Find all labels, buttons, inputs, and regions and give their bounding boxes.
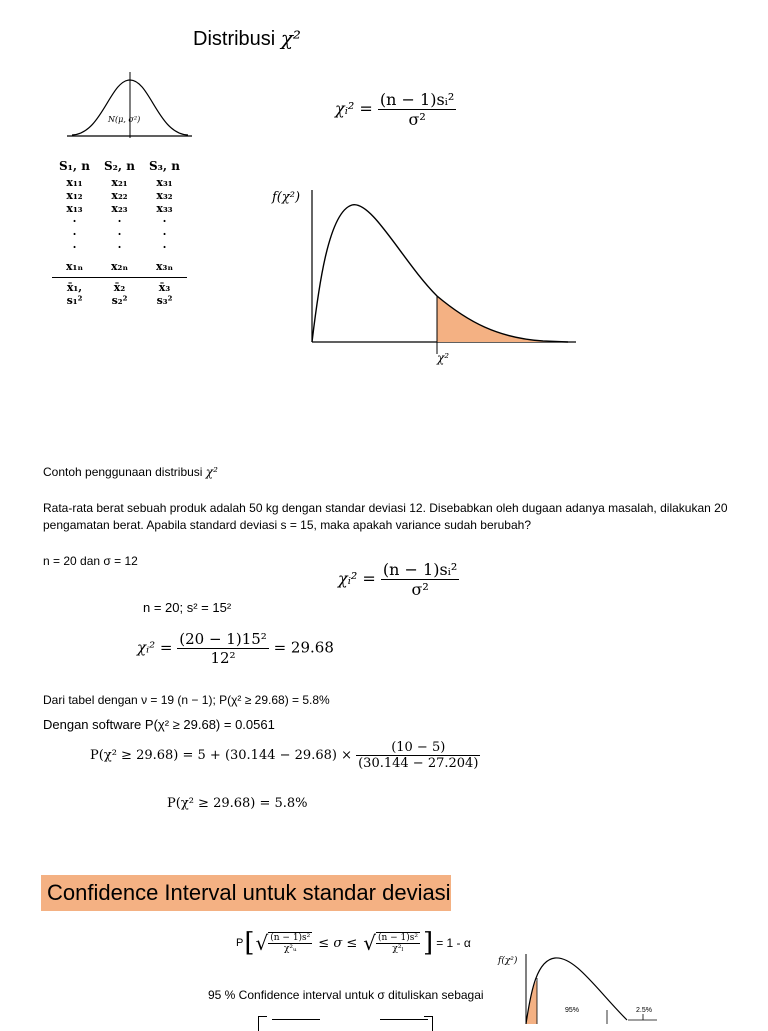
interp-numerator: (10 − 5) (391, 740, 446, 755)
sqrt-icon: √ (255, 931, 269, 955)
table-cell: x₂₃ (111, 202, 128, 215)
ci-description: 95 % Confidence interval untuk σ dituliskan sebagai (208, 988, 484, 1002)
example-paragraph (43, 500, 743, 534)
table-cell: · (162, 228, 167, 241)
mini-chi-square-plot (497, 950, 662, 1024)
table-cell: x₁₂ (66, 189, 83, 202)
table-header: S₃, n (148, 159, 180, 173)
calc-numerator: (20 − 1)15² (179, 630, 267, 648)
ci-left-numerator: (n − 1)s² (270, 933, 311, 943)
formula-numerator: (n − 1)sᵢ² (379, 90, 455, 109)
given-values-2: n = 20; s² = 15² (143, 600, 232, 615)
example-heading (43, 464, 218, 481)
table-cell: · (72, 228, 77, 241)
table-cell: · (72, 241, 77, 254)
table-cell: x₃₃ (156, 202, 173, 215)
ci-left-denominator: χ²ᵤ (268, 943, 312, 954)
table-cell: x₃ₙ (155, 260, 174, 273)
table-cell: · (117, 228, 122, 241)
variance-cell: s₂² (111, 294, 128, 307)
interpolation-formula (90, 740, 480, 771)
bracket-open-icon: [ (244, 928, 255, 958)
table-cell: x₁ₙ (65, 260, 84, 273)
table-header: S₁, n (58, 159, 90, 173)
mini-plot-tail-pct: 2.5% (636, 1007, 652, 1014)
table-cell: · (117, 241, 122, 254)
table-cell: · (162, 215, 167, 228)
table-divider (52, 277, 187, 278)
plot-xlabel: χ² (437, 351, 450, 365)
ci-formula (236, 928, 471, 958)
normal-curve-figure (62, 68, 197, 140)
formula-fraction (378, 90, 456, 129)
table-cell: · (162, 241, 167, 254)
table-row (52, 260, 187, 273)
paragraph-line: Rata-rata berat sebuah produk adalah 50 kg dengan standar deviasi 12. Disebabkan oleh dugaan adanya masalah, dilakukan 20 (43, 501, 728, 515)
tail-shaded-area (437, 296, 558, 342)
table-cell: x₁₁ (66, 176, 83, 189)
chi-square-formula (335, 90, 456, 129)
calc-formula (137, 630, 334, 667)
example-formula (338, 560, 459, 599)
ci-left-fraction (268, 932, 312, 954)
interp-fraction (356, 740, 480, 771)
example-heading-symbol: χ² (205, 465, 218, 479)
table-header-row (52, 160, 187, 176)
calc-denominator: 12² (177, 648, 269, 667)
table-header: S₂, n (103, 159, 135, 173)
mean-cell: x̄₂ (113, 281, 126, 294)
plot-ylabel: f(χ²) (272, 190, 301, 205)
formula-numerator: (n − 1)sᵢ² (382, 560, 458, 579)
sqrt-bar-icon (272, 1019, 320, 1020)
ci-suffix: = 1 - α (436, 936, 471, 950)
table-lookup-line: Dari tabel dengan ν = 19 (n − 1); P(χ² ≥ 29.68) = 5.8% (43, 693, 330, 707)
formula-fraction (381, 560, 459, 599)
formula-denominator: σ² (381, 579, 459, 599)
table-row (52, 176, 187, 189)
software-line: Dengan software P(χ² ≥ 29.68) = 0.0561 (43, 717, 275, 732)
table-row (52, 228, 187, 241)
ci-prefix: P (236, 937, 244, 949)
table-cell: x₃₁ (156, 176, 173, 189)
table-cell: · (72, 215, 77, 228)
example-heading-text: Contoh penggunaan distribusi (43, 465, 203, 479)
confidence-interval-banner: Confidence Interval untuk standar deviasi (41, 875, 451, 911)
chi-square-density-plot (268, 182, 583, 372)
formula-denominator: σ² (378, 109, 456, 129)
table-means-row (52, 281, 187, 294)
table-row (52, 241, 187, 254)
paragraph-line: pengamatan berat. Apabila standard deviasi s = 15, maka apakah variance sudah berubah? (43, 518, 532, 532)
mean-cell: x̄₁, (66, 281, 83, 294)
mean-cell: x̄₃ (158, 281, 171, 294)
mini-plot-ylabel: f(χ²) (498, 956, 518, 966)
given-values: n = 20 dan σ = 12 (43, 554, 138, 568)
left-tail-shaded (526, 980, 537, 1024)
table-row (52, 215, 187, 228)
mini-plot-center-pct: 95% (565, 1007, 580, 1014)
table-cell: x₂₂ (111, 189, 128, 202)
sqrt-bar-icon (380, 1019, 428, 1020)
page-title (193, 26, 301, 51)
ci-right-numerator: (n − 1)s² (377, 933, 419, 943)
formula-lhs: χᵢ² = (335, 99, 373, 118)
table-variances-row (52, 294, 187, 307)
table-cell: · (117, 215, 122, 228)
table-row (52, 189, 187, 202)
calc-rhs: = 29.68 (273, 638, 334, 657)
variance-cell: s₁² (66, 294, 83, 307)
sqrt-icon: √ (363, 931, 376, 955)
ci-middle: ≤ σ ≤ (318, 935, 358, 951)
calc-fraction (177, 630, 269, 667)
table-cell: x₃₂ (156, 189, 173, 202)
table-cell: x₂ₙ (110, 260, 129, 273)
ci-right-fraction (376, 932, 420, 954)
title-symbol: χ² (280, 26, 301, 50)
sample-table (52, 160, 187, 307)
table-cell: x₁₃ (66, 202, 83, 215)
variance-cell: s₃² (156, 294, 173, 307)
bracket-close-icon: ] (423, 928, 434, 958)
table-row (52, 202, 187, 215)
title-text: Distribusi (193, 28, 276, 50)
interp-denominator: (30.144 − 27.204) (358, 756, 479, 771)
calc-lhs: χᵢ² = (137, 638, 173, 657)
interp-lhs: P(χ² ≥ 29.68) = 5 + (30.144 − 29.68) × (90, 748, 352, 763)
ci-right-denominator: χ²ₗ (376, 943, 420, 954)
normal-curve-label: N(μ, σ²) (108, 115, 141, 124)
result-line: P(χ² ≥ 29.68) = 5.8% (167, 796, 308, 811)
formula-lhs: χᵢ² = (338, 569, 376, 588)
table-cell: x₂₁ (111, 176, 128, 189)
